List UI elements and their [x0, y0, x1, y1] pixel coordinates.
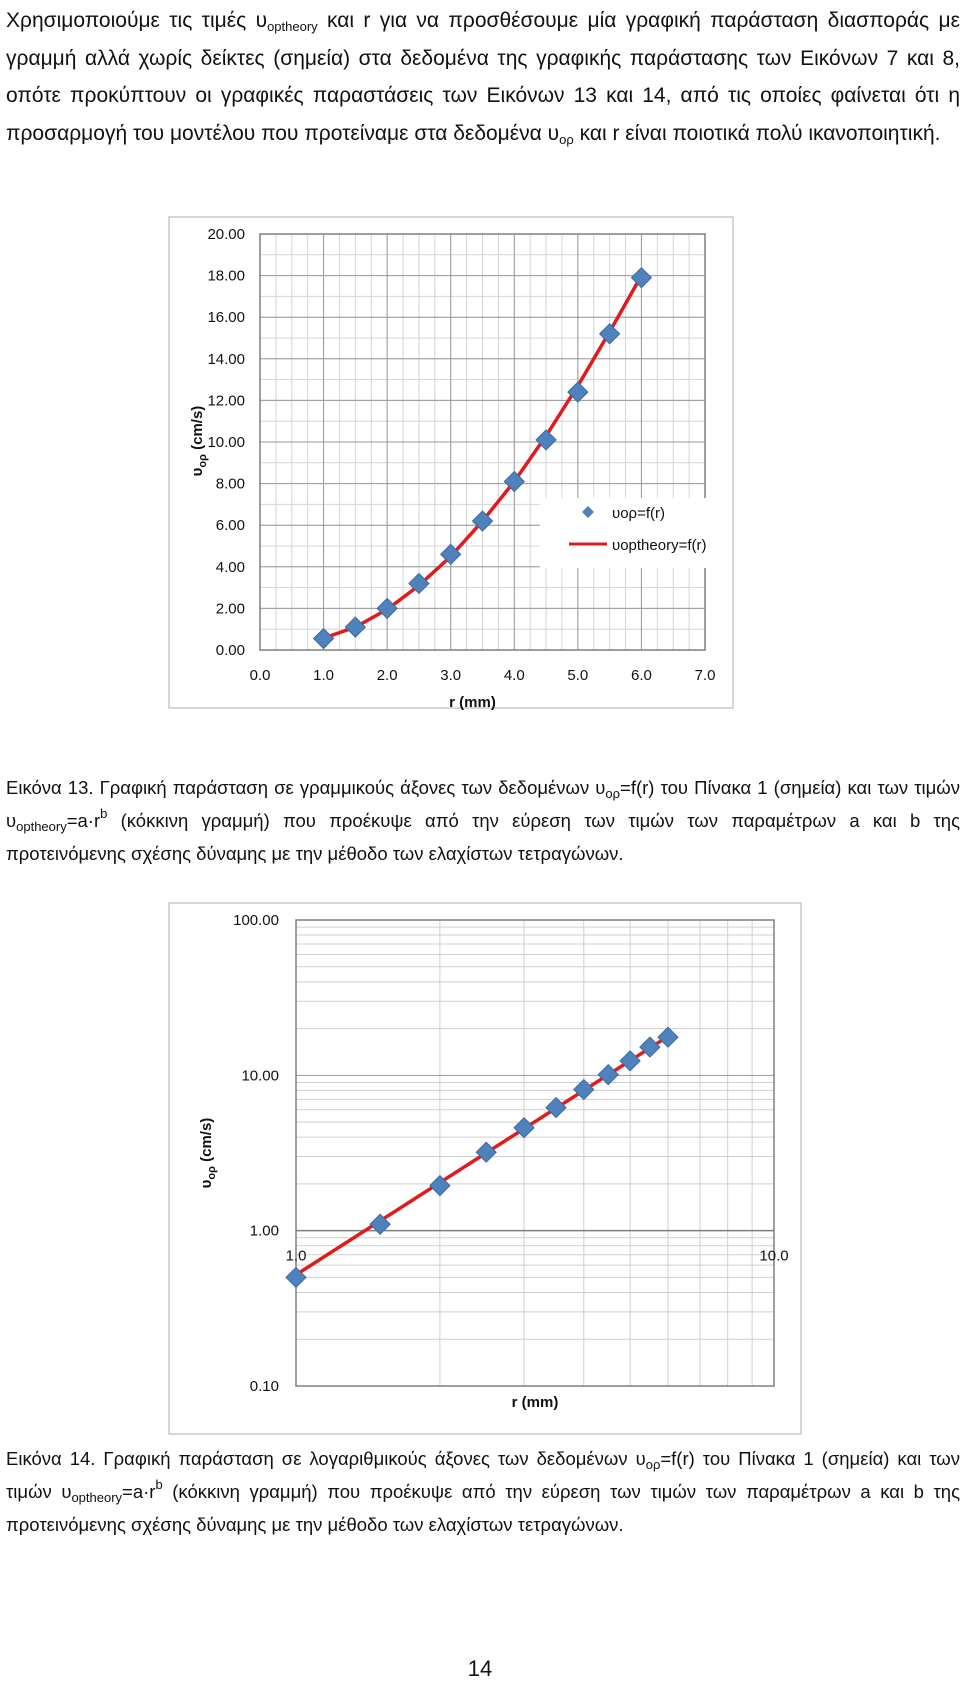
caption13-c-sup: b [100, 806, 108, 821]
chart2-x-tick-label: 1.0 [285, 1247, 307, 1265]
caption13-a-sub: ορ [605, 786, 621, 801]
intro-text-2: και r για να προσθέσουμε μία γραφική παράσταση διασποράς με γραμμή αλλά χωρίς δείκτες (σημεία) στα δεδομένα της γραφικής παράστασης των Εικόνων 7 και 8, οπότε προκύπτουν οι γραφικές παραστάσεις των Εικόνων 13 και 14, από τις οποίες φαίνεται ότι η προσαρμογή του μοντέλου που προτείναμε στα δεδομένα υ [6, 9, 960, 145]
chart1-x-tick-label: 5.0 [567, 667, 589, 684]
caption14-c-sup: b [155, 1477, 163, 1492]
caption14-c: =a·r [122, 1481, 156, 1502]
caption13-b: =f(r) του Πίνακα 1 (σημεία) και των τιμών υ [6, 777, 960, 831]
chart1-y-tick-label: 14.00 [207, 350, 245, 368]
intro-text-1: Χρησιμοποιούμε τις τιμές υ [6, 9, 268, 32]
chart1-y-tick-label: 12.00 [207, 392, 245, 410]
chart1-x-axis-label: r (mm) [449, 694, 496, 711]
chart1-y-tick-label: 2.00 [215, 600, 245, 618]
chart1-x-tick-label: 0.0 [249, 667, 271, 684]
caption13-c: =a·r [66, 810, 101, 831]
chart2-x-axis-label: r (mm) [511, 1394, 559, 1411]
chart1-y-tick-label: 6.00 [215, 517, 245, 535]
intro-sub-2: ορ [559, 131, 574, 147]
chart2-y-tick-label: 10.00 [241, 1067, 279, 1085]
page-number: 14 [467, 1656, 493, 1681]
chart1-y-tick-label: 0.00 [215, 642, 245, 659]
caption13-b-sub: optheory [16, 819, 67, 834]
chart1-x-tick-label: 3.0 [440, 667, 462, 684]
chart1-legend-label-theory: υoptheory=f(r) [612, 537, 707, 554]
caption-figure-13 [6, 771, 960, 870]
chart2-y-tick-label: 1.00 [249, 1222, 279, 1240]
caption13-d: (κόκκινη γραμμή) που προέκυψε από την εύρεση των τιμών των παραμέτρων a και b της προτεινόμενης σχέσης δύναμης με την μέθοδο των ελαχίστων τετραγώνων. [6, 810, 960, 864]
chart2-y-axis-label: $\upsilon_{o\rho}$ (cm/s) [198, 1117, 218, 1189]
chart1-x-tick-label: 1.0 [313, 667, 335, 684]
chart2-y-tick-label: 0.10 [249, 1378, 279, 1395]
chart1-y-axis-label: $\upsilon_{o\rho}$ (cm/s) [189, 405, 209, 477]
chart1-y-tick-label: 4.00 [215, 558, 245, 576]
chart1-y-tick-label: 16.00 [207, 309, 245, 327]
chart1-y-tick-label: 8.00 [215, 475, 245, 493]
chart2-y-tick-label: 100.00 [233, 912, 279, 929]
caption-figure-14 [6, 1442, 960, 1541]
chart-linear [169, 217, 733, 711]
caption14-d: (κόκκινη γραμμή) που προέκυψε από την εύρεση των τιμών των παραμέτρων a και b της προτεινόμενης σχέσης δύναμης με την μέθοδο των ελαχίστων τετραγώνων. [6, 1481, 960, 1535]
caption14-b: =f(r) του Πίνακα 1 (σημεία) και των τιμών υ [6, 1448, 960, 1502]
chart2-x-tick-label: 10.0 [759, 1247, 789, 1265]
chart1-x-tick-label: 2.0 [376, 667, 398, 684]
chart1-y-tick-label: 18.00 [207, 267, 245, 285]
chart-loglog [169, 903, 801, 1434]
chart2-frame [169, 903, 801, 1434]
chart1-y-tick-label: 20.00 [207, 226, 245, 243]
chart1-x-tick-label: 6.0 [630, 667, 652, 684]
intro-text-3: και r είναι ποιοτικά πολύ ικανοποιητική. [573, 121, 941, 145]
caption14-a: Εικόνα 14. Γραφική παράσταση σε λογαριθμικούς άξονες των δεδομένων υ [6, 1448, 646, 1469]
caption14-a-sub: ορ [645, 1457, 661, 1472]
chart1-y-tick-label: 10.00 [207, 434, 245, 451]
chart1-x-tick-label: 4.0 [503, 667, 525, 684]
chart1-legend [540, 498, 708, 568]
intro-sub-1: optheory [267, 19, 318, 34]
caption13-a: Εικόνα 13. Γραφική παράσταση σε γραμμικούς άξονες των δεδομένων υ [6, 777, 606, 798]
chart1-legend-label-data: υορ=f(r) [612, 505, 665, 522]
caption14-b-sub: optheory [71, 1490, 123, 1505]
chart1-x-tick-label: 7.0 [694, 667, 716, 684]
